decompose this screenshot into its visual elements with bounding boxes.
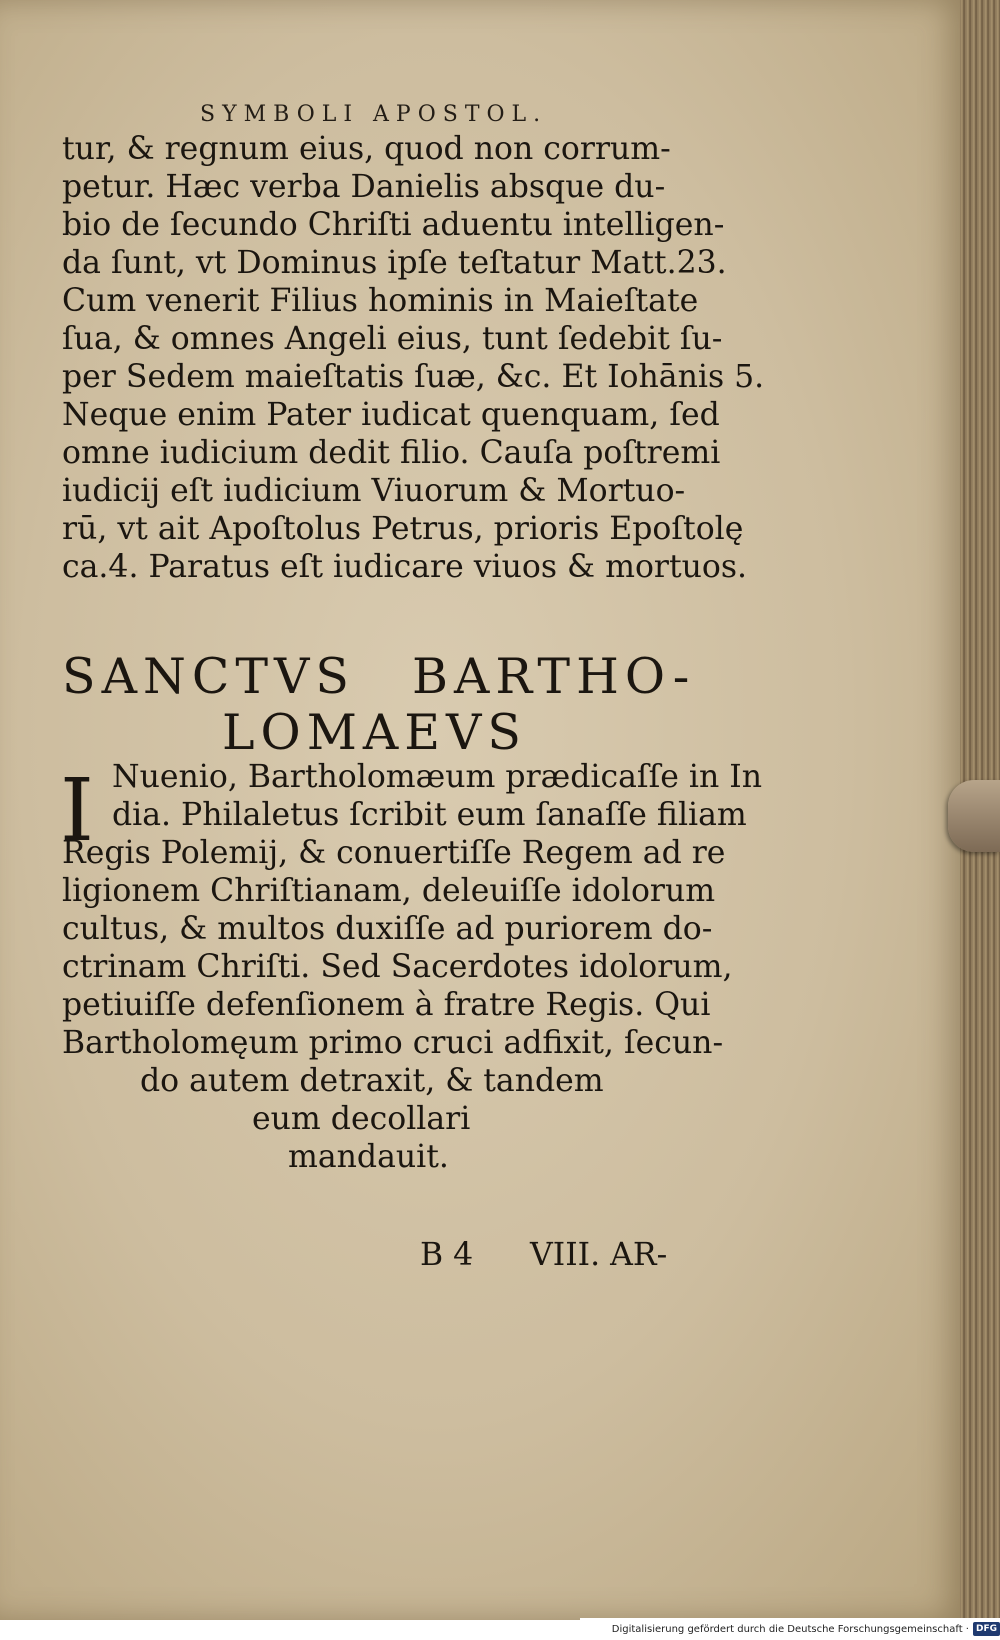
catchword: VIII. AR-	[530, 1237, 668, 1273]
text-line: Bartholomęum primo cruci adfixit, ſecun-	[62, 1025, 724, 1061]
text-line: ca.4. Paratus eſt iudicare viuos & mortuos.	[62, 549, 748, 585]
text-line: iudicij eſt iudicium Viuorum & Mortuo-	[62, 473, 686, 509]
text-line: petiuiſſe defenſionem à fratre Regis. Qui	[62, 987, 711, 1023]
text-line: da ſunt, vt Dominus ipſe teſtatur Matt.23.	[62, 245, 727, 281]
text-line: omne iudicium dedit filio. Cauſa poſtremi	[62, 435, 721, 471]
text-line: bio de ſecundo Chriſti aduentu intelligen-	[62, 207, 725, 243]
text-line: tur, & regnum eius, quod non corrum-	[62, 131, 671, 167]
text-line: per Sedem maieſtatis ſuæ, &c. Et Iohānis 5.	[62, 359, 765, 395]
text-line: petur. Hæc verba Danielis absque du-	[62, 169, 666, 205]
text-line: eum decollari	[252, 1101, 471, 1137]
text-line: rū, vt ait Apoſtolus Petrus, prioris Epoſtolę	[62, 511, 744, 547]
text-line: Regis Polemij, & conuertiſſe Regem ad re	[62, 835, 726, 871]
text-line: dia. Philaletus ſcribit eum ſanaſſe filiam	[112, 797, 747, 833]
text-line: Nuenio, Bartholomæum prædicaſſe in In	[112, 759, 762, 795]
text-line: mandauit.	[288, 1139, 449, 1175]
running-head: SYMBOLI APOSTOL.	[200, 102, 548, 127]
text-line: ligionem Chriſtianam, deleuiſſe idolorum	[62, 873, 716, 909]
credit-text: Digitalisierung gefördert durch die Deutsche Forschungsgemeinschaft ·	[611, 1623, 969, 1635]
section-heading-line2: LOMAEVS	[222, 704, 527, 761]
text-line: cultus, & multos duxiſſe ad puriorem do-	[62, 911, 713, 947]
book-clasp	[948, 780, 1000, 852]
signature-mark: B 4	[420, 1237, 474, 1273]
text-line: Neque enim Pater iudicat quenquam, ſed	[62, 397, 720, 433]
section-heading-left: SANCTVS	[62, 648, 355, 705]
dfg-logo-icon: DFG	[973, 1622, 1000, 1636]
text-line: ctrinam Chriſti. Sed Sacerdotes idolorum,	[62, 949, 733, 985]
text-line: ſua, & omnes Angeli eius, tunt ſedebit ſu-	[62, 321, 723, 357]
drop-capital: I	[60, 761, 94, 861]
section-heading-right: BARTHO-	[412, 648, 696, 705]
text-line: do autem detraxit, & tandem	[140, 1063, 604, 1099]
digitization-credit	[580, 1618, 1000, 1640]
text-line: Cum venerit Filius hominis in Maieſtate	[62, 283, 699, 319]
